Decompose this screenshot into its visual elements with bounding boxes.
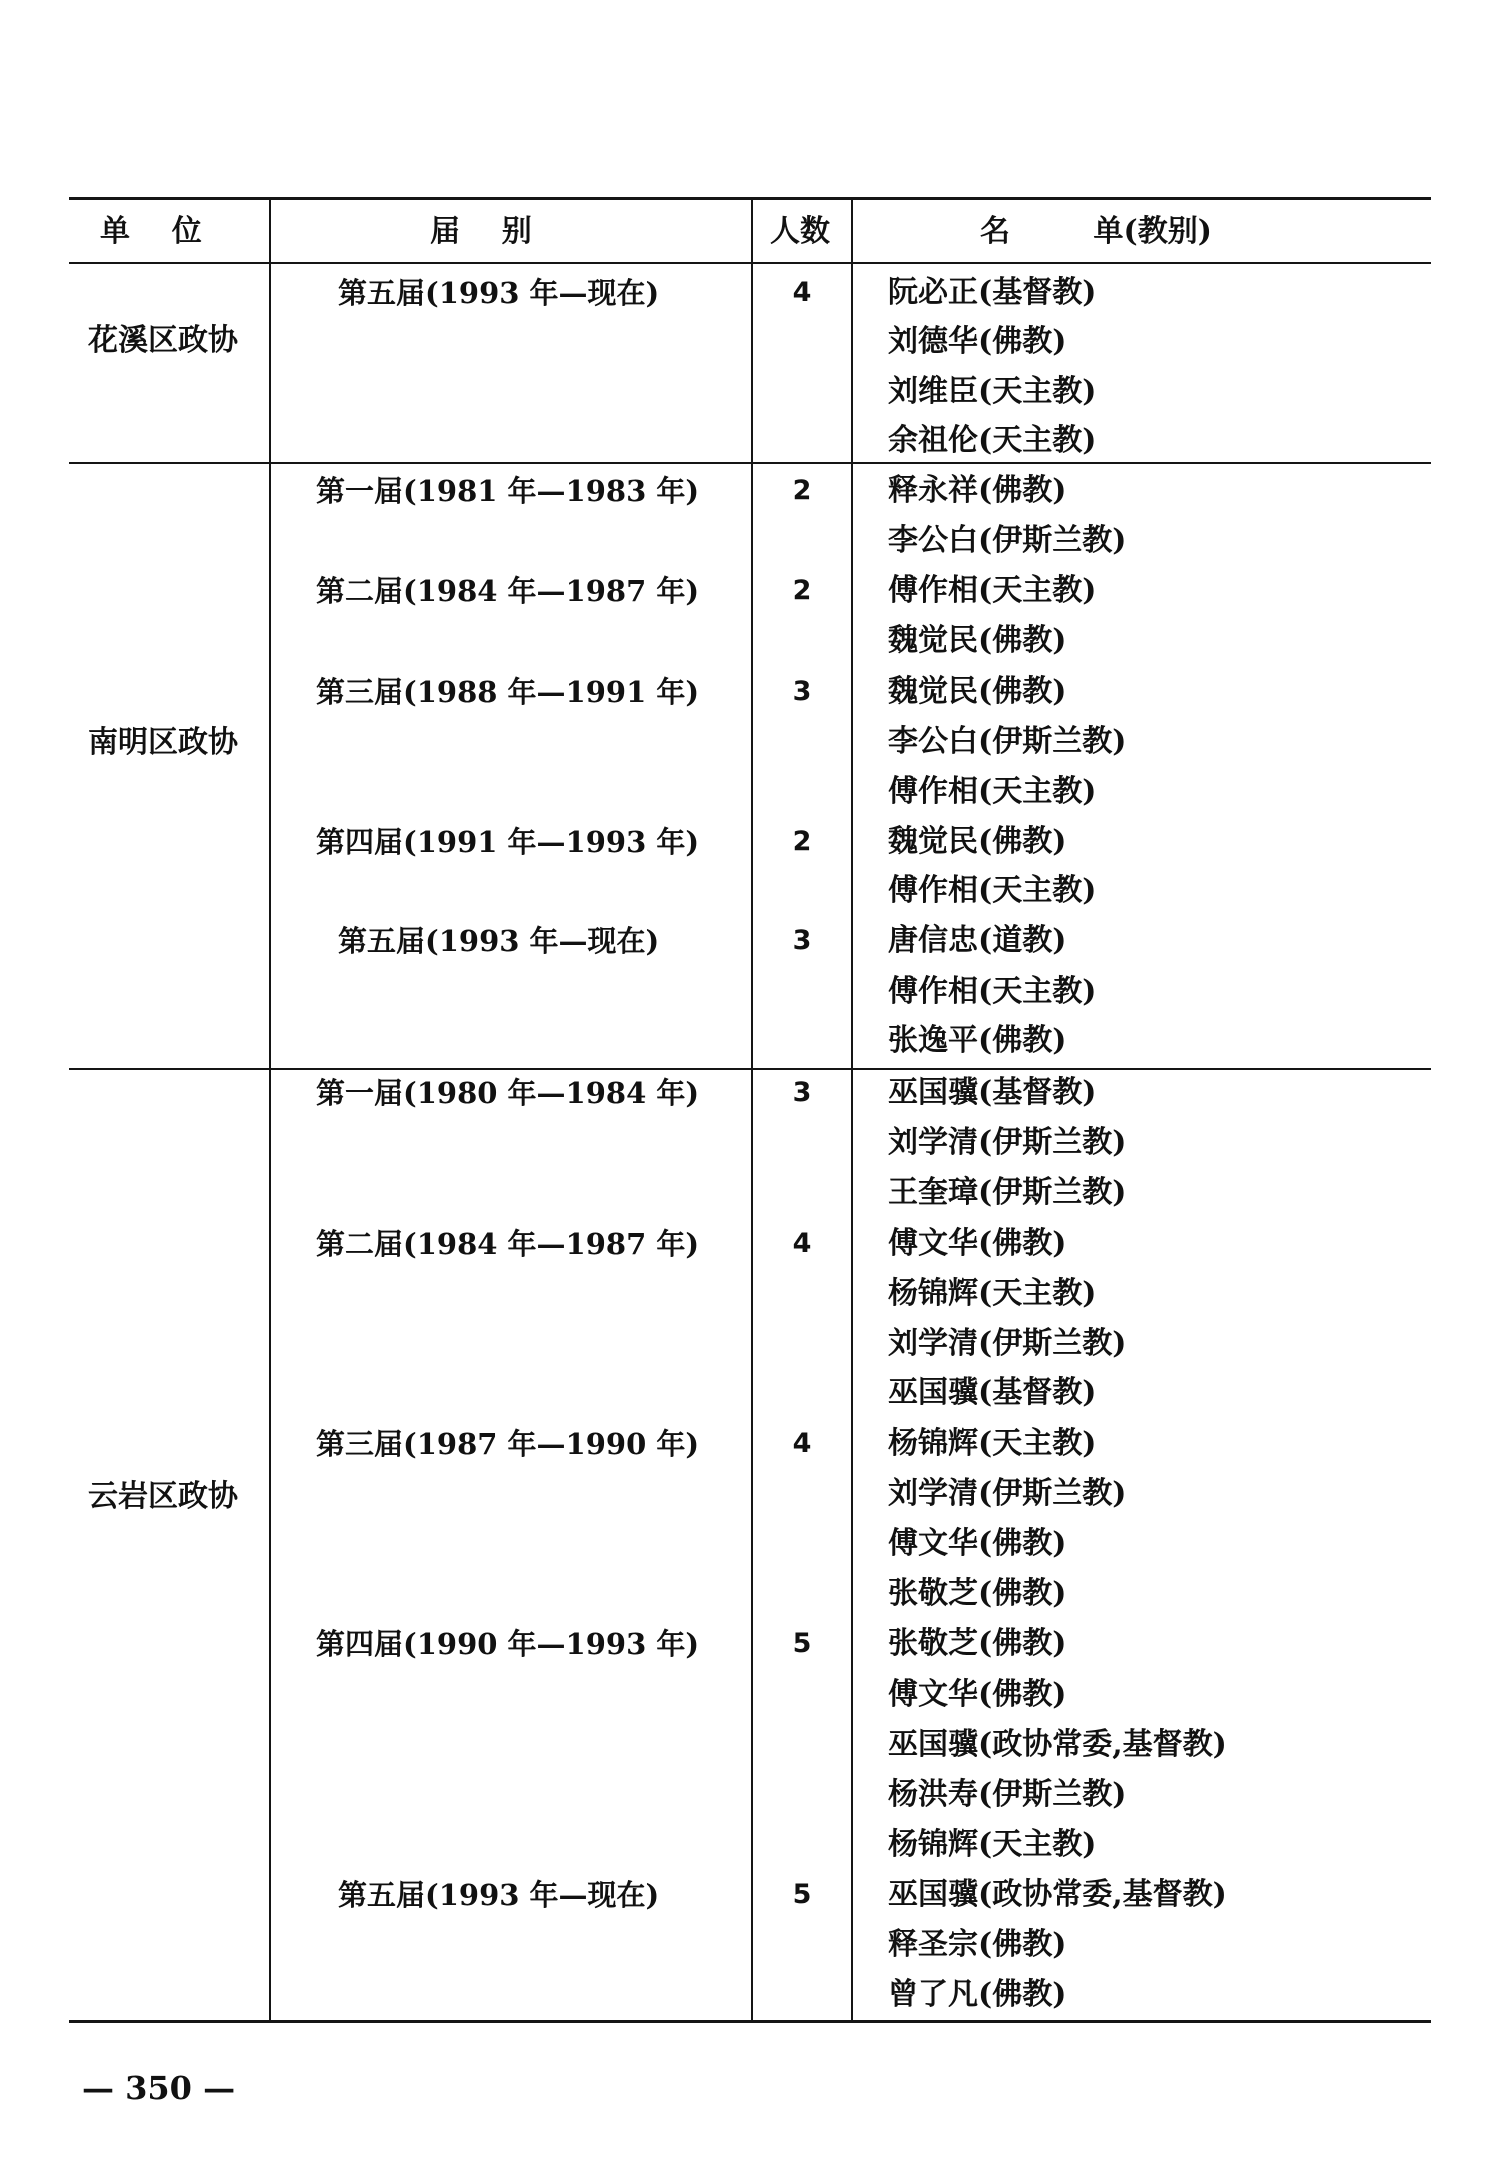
header-count: 人数 xyxy=(770,214,830,249)
term-label: 第一届(1981 年—1983 年) xyxy=(316,474,700,508)
member-name: 杨锦辉(天主教) xyxy=(888,1827,1097,1862)
member-count: 3 xyxy=(792,925,812,956)
column-divider xyxy=(269,199,271,2021)
member-count: 2 xyxy=(792,475,812,506)
member-name: 巫国骥(基督教) xyxy=(888,1375,1097,1410)
member-count: 4 xyxy=(792,1228,812,1259)
member-name: 魏觉民(佛教) xyxy=(888,824,1067,859)
header-unit: 单 位 xyxy=(100,214,202,249)
member-name: 巫国骥(政协常委,基督教) xyxy=(888,1727,1227,1762)
member-name: 释永祥(佛教) xyxy=(888,473,1067,508)
member-name: 杨锦辉(天主教) xyxy=(888,1426,1097,1461)
member-name: 巫国骥(基督教) xyxy=(888,1075,1097,1110)
term-label: 第二届(1984 年—1987 年) xyxy=(316,1227,700,1261)
term-label: 第五届(1993 年—现在) xyxy=(338,276,660,310)
term-label: 第四届(1990 年—1993 年) xyxy=(316,1627,700,1661)
term-label: 第一届(1980 年—1984 年) xyxy=(316,1076,700,1110)
member-name: 唐信忠(道教) xyxy=(888,923,1067,958)
term-label: 第三届(1987 年—1990 年) xyxy=(316,1427,700,1461)
section-divider xyxy=(69,462,1431,464)
member-name: 张敬芝(佛教) xyxy=(888,1576,1067,1611)
member-name: 刘维臣(天主教) xyxy=(888,374,1097,409)
member-name: 傅文华(佛教) xyxy=(888,1677,1067,1712)
unit-name: 南明区政协 xyxy=(88,725,238,760)
member-name: 傅作相(天主教) xyxy=(888,774,1097,809)
member-name: 傅作相(天主教) xyxy=(888,573,1097,608)
member-name: 刘德华(佛教) xyxy=(888,324,1067,359)
member-name: 魏觉民(佛教) xyxy=(888,674,1067,709)
column-divider xyxy=(851,199,853,2021)
member-name: 张敬芝(佛教) xyxy=(888,1626,1067,1661)
member-name: 释圣宗(佛教) xyxy=(888,1927,1067,1962)
member-name: 李公白(伊斯兰教) xyxy=(888,724,1127,759)
member-name: 余祖伦(天主教) xyxy=(888,423,1097,458)
term-label: 第五届(1993 年—现在) xyxy=(338,1878,660,1912)
member-count: 2 xyxy=(792,826,812,857)
member-name: 魏觉民(佛教) xyxy=(888,623,1067,658)
member-name: 傅作相(天主教) xyxy=(888,974,1097,1009)
member-name: 傅文华(佛教) xyxy=(888,1226,1067,1261)
table-bottom-rule xyxy=(69,2020,1431,2023)
header-names: 名 单(教别) xyxy=(980,214,1212,249)
member-count: 4 xyxy=(792,277,812,308)
header-rule xyxy=(69,262,1431,264)
member-name: 王奎璋(伊斯兰教) xyxy=(888,1175,1127,1210)
term-label: 第五届(1993 年—现在) xyxy=(338,924,660,958)
member-count: 3 xyxy=(792,676,812,707)
member-name: 刘学清(伊斯兰教) xyxy=(888,1476,1127,1511)
unit-name: 花溪区政协 xyxy=(88,323,238,358)
term-label: 第二届(1984 年—1987 年) xyxy=(316,574,700,608)
member-name: 李公白(伊斯兰教) xyxy=(888,523,1127,558)
member-name: 巫国骥(政协常委,基督教) xyxy=(888,1877,1227,1912)
page-number: — 350 — xyxy=(82,2069,236,2107)
member-count: 5 xyxy=(792,1628,812,1659)
member-count: 4 xyxy=(792,1428,812,1459)
column-divider xyxy=(751,199,753,2021)
table-top-rule xyxy=(69,197,1431,200)
member-count: 5 xyxy=(792,1879,812,1910)
term-label: 第三届(1988 年—1991 年) xyxy=(316,675,700,709)
member-name: 张逸平(佛教) xyxy=(888,1023,1067,1058)
header-term: 届 别 xyxy=(430,214,532,249)
unit-name: 云岩区政协 xyxy=(88,1479,238,1514)
member-name: 曾了凡(佛教) xyxy=(888,1977,1067,2012)
member-name: 刘学清(伊斯兰教) xyxy=(888,1125,1127,1160)
member-name: 傅作相(天主教) xyxy=(888,873,1097,908)
member-name: 杨洪寿(伊斯兰教) xyxy=(888,1777,1127,1812)
section-divider xyxy=(69,1068,1431,1070)
term-label: 第四届(1991 年—1993 年) xyxy=(316,825,700,859)
member-name: 阮必正(基督教) xyxy=(888,275,1097,310)
member-name: 杨锦辉(天主教) xyxy=(888,1276,1097,1311)
member-count: 3 xyxy=(792,1077,812,1108)
member-name: 傅文华(佛教) xyxy=(888,1526,1067,1561)
member-count: 2 xyxy=(792,575,812,606)
member-name: 刘学清(伊斯兰教) xyxy=(888,1326,1127,1361)
